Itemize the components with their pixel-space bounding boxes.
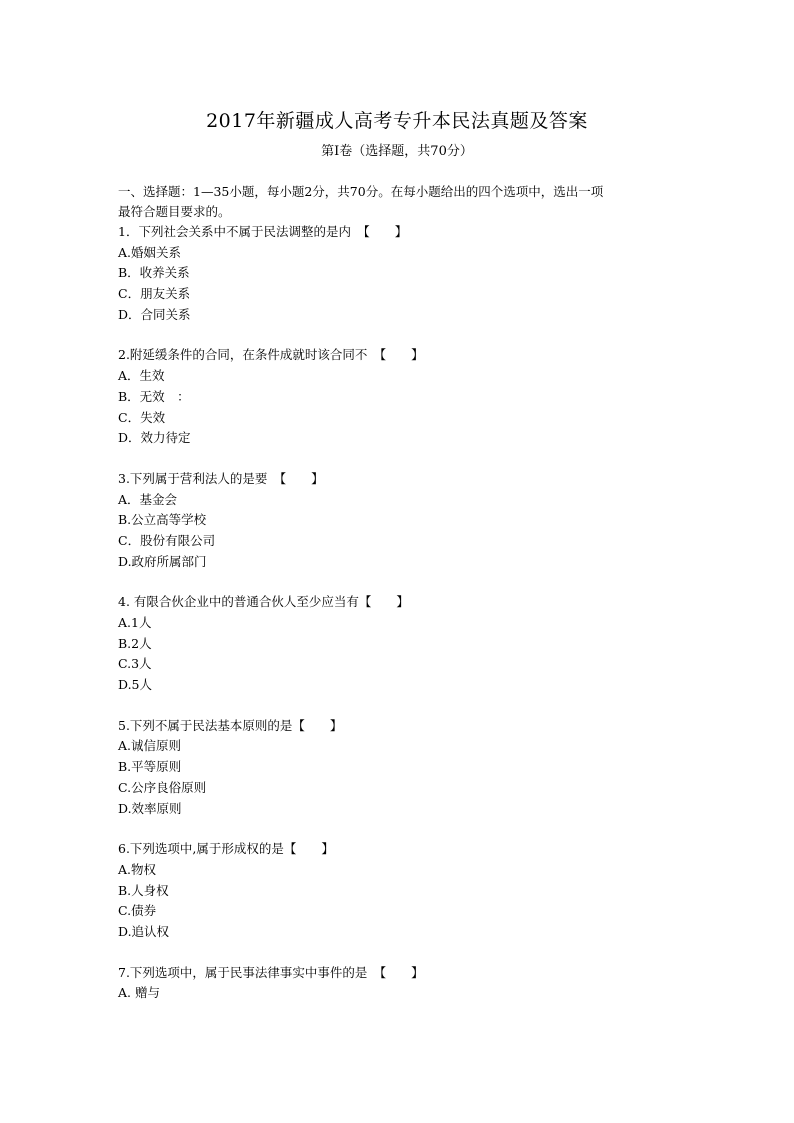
option-d: D.效率原则: [118, 800, 182, 816]
intro-line: 最符合题目要求的。: [118, 204, 231, 219]
option-d: D.5人: [118, 677, 153, 693]
option-c: C.债券: [118, 903, 157, 919]
question-list: [118, 222, 678, 1024]
option-c: C.3人: [118, 656, 152, 672]
question-text: 4. 有限合伙企业中的普通合伙人至少应当有【 】: [118, 594, 409, 610]
option-b: B.2人: [118, 635, 152, 651]
option-a: A.婚姻关系: [118, 244, 182, 260]
section-intro: [118, 182, 678, 222]
question-1: [118, 222, 678, 325]
question-text: 5.下列不属于民法基本原则的是【 】: [118, 717, 343, 733]
option-a: A．生效: [118, 368, 165, 384]
intro-line: 一、选择题：1—35小题，每小题2分，共70分。在每小题给出的四个选项中，选出一项: [118, 184, 604, 199]
option-a: A．基金会: [118, 491, 178, 507]
question-5: [118, 716, 678, 819]
option-b: B.平等原则: [118, 759, 182, 775]
question-text: 6.下列选项中,属于形成权的是【 】: [118, 841, 334, 857]
option-a: A.诚信原则: [118, 738, 182, 754]
question-text: 3.下列属于营利法人的是要 【 】: [118, 470, 324, 486]
option-c: C．失效: [118, 409, 166, 425]
option-c: C．股份有限公司: [118, 532, 216, 548]
option-d: D．效力待定: [118, 430, 191, 446]
option-b: B．收养关系: [118, 265, 190, 281]
option-a: A.物权: [118, 861, 157, 877]
option-b: B.公立高等学校: [118, 512, 207, 528]
question-text: 1．下列社会关系中不属于民法调整的是内 【 】: [118, 224, 408, 239]
option-d: D.追认权: [118, 923, 170, 939]
question-6: [118, 839, 678, 942]
option-d: D.政府所属部门: [118, 553, 207, 569]
question-text: 2.附延缓条件的合同，在条件成就时该合同不 【 】: [118, 347, 424, 363]
option-c: C．朋友关系: [118, 286, 191, 302]
option-d: D．合同关系: [118, 306, 191, 322]
option-b: B.人身权: [118, 882, 169, 898]
question-3: [118, 469, 678, 572]
question-2: [118, 345, 678, 448]
document-title: 2017年新疆成人高考专升本民法真题及答案: [206, 110, 588, 132]
option-a: A. 赠与: [118, 985, 160, 1001]
option-c: C.公序良俗原则: [118, 779, 207, 795]
question-4: [118, 592, 678, 695]
option-b: B．无效 ：: [118, 388, 190, 404]
section-subtitle: 第Ⅰ卷（选择题，共70分）: [321, 144, 473, 159]
option-a: A.1人: [118, 615, 152, 630]
question-7: [118, 963, 678, 1004]
question-text: 7.下列选项中，属于民事法律事实中事件的是 【 】: [118, 964, 424, 980]
